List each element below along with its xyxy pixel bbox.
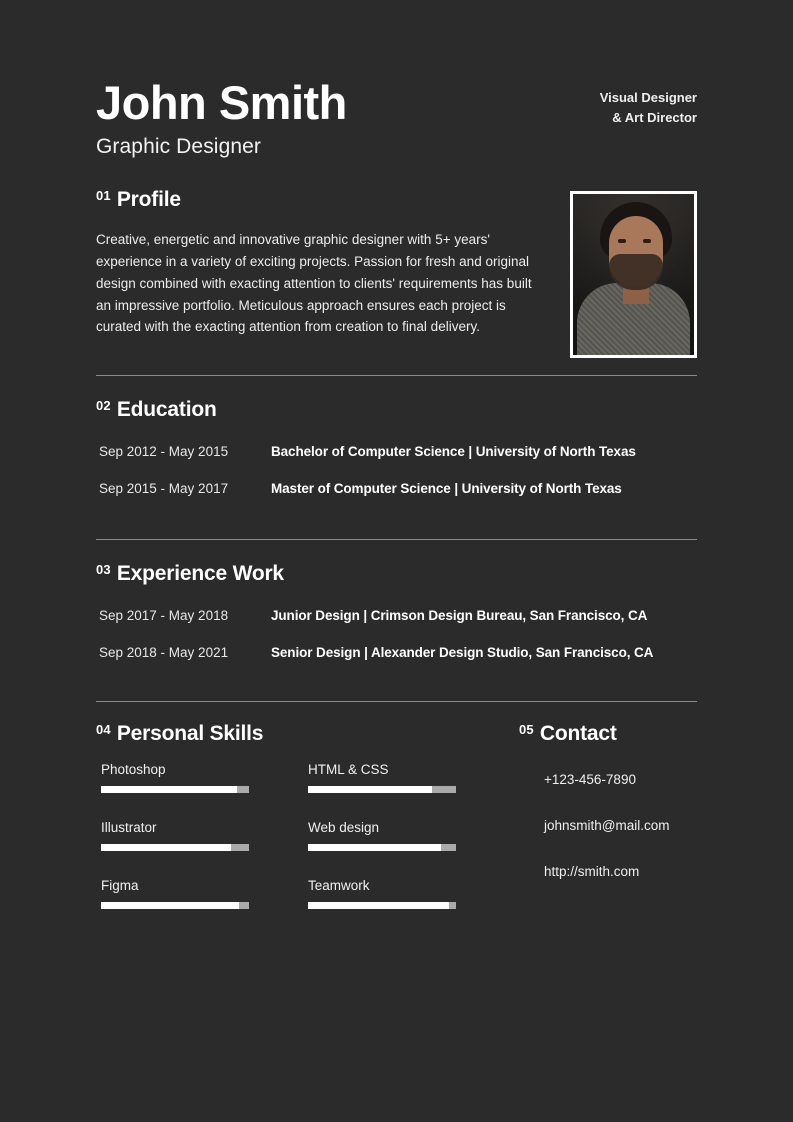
profile-section-number: 01 — [96, 188, 111, 203]
entry-description: Master of Computer Science | University of North Texas — [271, 481, 622, 497]
list-item — [101, 820, 276, 851]
experience-entries — [96, 608, 697, 660]
list-item — [308, 878, 483, 909]
entry-description: Senior Design | Alexander Design Studio, San Francisco, CA — [271, 645, 654, 661]
contact-phone[interactable]: +123-456-7890 — [544, 772, 636, 788]
page-title: John Smith — [96, 76, 347, 129]
skill-name: Illustrator — [101, 820, 157, 836]
skill-bar-track — [101, 902, 249, 909]
skill-bar-fill — [101, 786, 237, 793]
section-experience — [96, 562, 697, 660]
education-section-title: Education — [116, 398, 217, 422]
skill-bar-track — [308, 786, 456, 793]
header-tagline — [600, 88, 697, 128]
divider-1 — [96, 375, 697, 376]
list-item — [99, 645, 697, 660]
contact-section-number: 05 — [519, 722, 534, 738]
entry-date: Sep 2015 - May 2017 — [99, 481, 229, 497]
resume-header — [96, 0, 697, 159]
education-section-number: 02 — [96, 398, 111, 414]
skill-bar-track — [101, 786, 249, 793]
list-item — [99, 608, 697, 623]
avatar-image — [573, 194, 694, 355]
contact-website[interactable]: http://smith.com — [544, 864, 640, 880]
skills-column-right — [308, 762, 483, 936]
entry-description: Junior Design | Crimson Design Bureau, San Francisco, CA — [271, 608, 648, 624]
list-item — [99, 481, 697, 496]
skill-bar-track — [101, 844, 249, 851]
contact-list — [519, 772, 697, 879]
skills-grid — [96, 762, 511, 936]
experience-section-title: Experience Work — [116, 562, 284, 586]
contact-section-title: Contact — [539, 722, 617, 746]
divider-3 — [96, 701, 697, 702]
section-skills — [96, 722, 511, 936]
job-title: Graphic Designer — [96, 135, 262, 159]
skills-section-title: Personal Skills — [116, 722, 264, 746]
skills-heading — [96, 722, 511, 746]
skill-name: Figma — [101, 878, 139, 894]
avatar — [570, 191, 697, 358]
entry-date: Sep 2012 - May 2015 — [99, 444, 229, 460]
skill-name: Teamwork — [308, 878, 370, 894]
skill-bar-fill — [308, 902, 449, 909]
avatar-eye-left — [618, 239, 626, 243]
list-item — [308, 820, 483, 851]
tagline-line-2: & Art Director — [612, 110, 697, 126]
section-contact — [511, 722, 697, 936]
divider-2 — [96, 539, 697, 540]
contact-heading — [519, 722, 697, 746]
list-item — [99, 444, 697, 459]
section-profile — [96, 188, 697, 338]
skill-bar-fill — [101, 902, 239, 909]
profile-text: Creative, energetic and innovative graphic designer with 5+ years' experience in a variety of exciting projects. Passion for fresh and original design combined with exacting attention to clients' requirements has built an impressive portfolio. Meticulous approach ensures each project is curated with the exacting attention from creation to final delivery. — [96, 232, 532, 335]
experience-section-number: 03 — [96, 562, 111, 578]
experience-heading — [96, 562, 697, 586]
skill-bar-fill — [308, 844, 441, 851]
tagline-line-1: Visual Designer — [599, 90, 697, 105]
skill-name: HTML & CSS — [308, 762, 389, 778]
avatar-eye-right — [643, 239, 651, 243]
skill-bar-fill — [308, 786, 432, 793]
entry-description: Bachelor of Computer Science | University of North Texas — [271, 444, 636, 460]
skill-name: Web design — [308, 820, 380, 836]
list-item — [101, 878, 276, 909]
skill-bar-fill — [101, 844, 231, 851]
section-education — [96, 398, 697, 496]
skills-column-left — [101, 762, 276, 936]
section-skills-contact — [96, 722, 697, 936]
list-item — [308, 762, 483, 793]
education-heading — [96, 398, 697, 422]
skill-bar-track — [308, 902, 456, 909]
education-entries — [96, 444, 697, 496]
skill-name: Photoshop — [101, 762, 166, 778]
resume-content — [96, 0, 697, 936]
list-item — [101, 762, 276, 793]
contact-email[interactable]: johnsmith@mail.com — [544, 818, 670, 834]
entry-date: Sep 2018 - May 2021 — [99, 645, 229, 661]
skills-section-number: 04 — [96, 722, 111, 738]
profile-section-title: Profile — [116, 188, 181, 211]
skill-bar-track — [308, 844, 456, 851]
entry-date: Sep 2017 - May 2018 — [99, 608, 229, 624]
